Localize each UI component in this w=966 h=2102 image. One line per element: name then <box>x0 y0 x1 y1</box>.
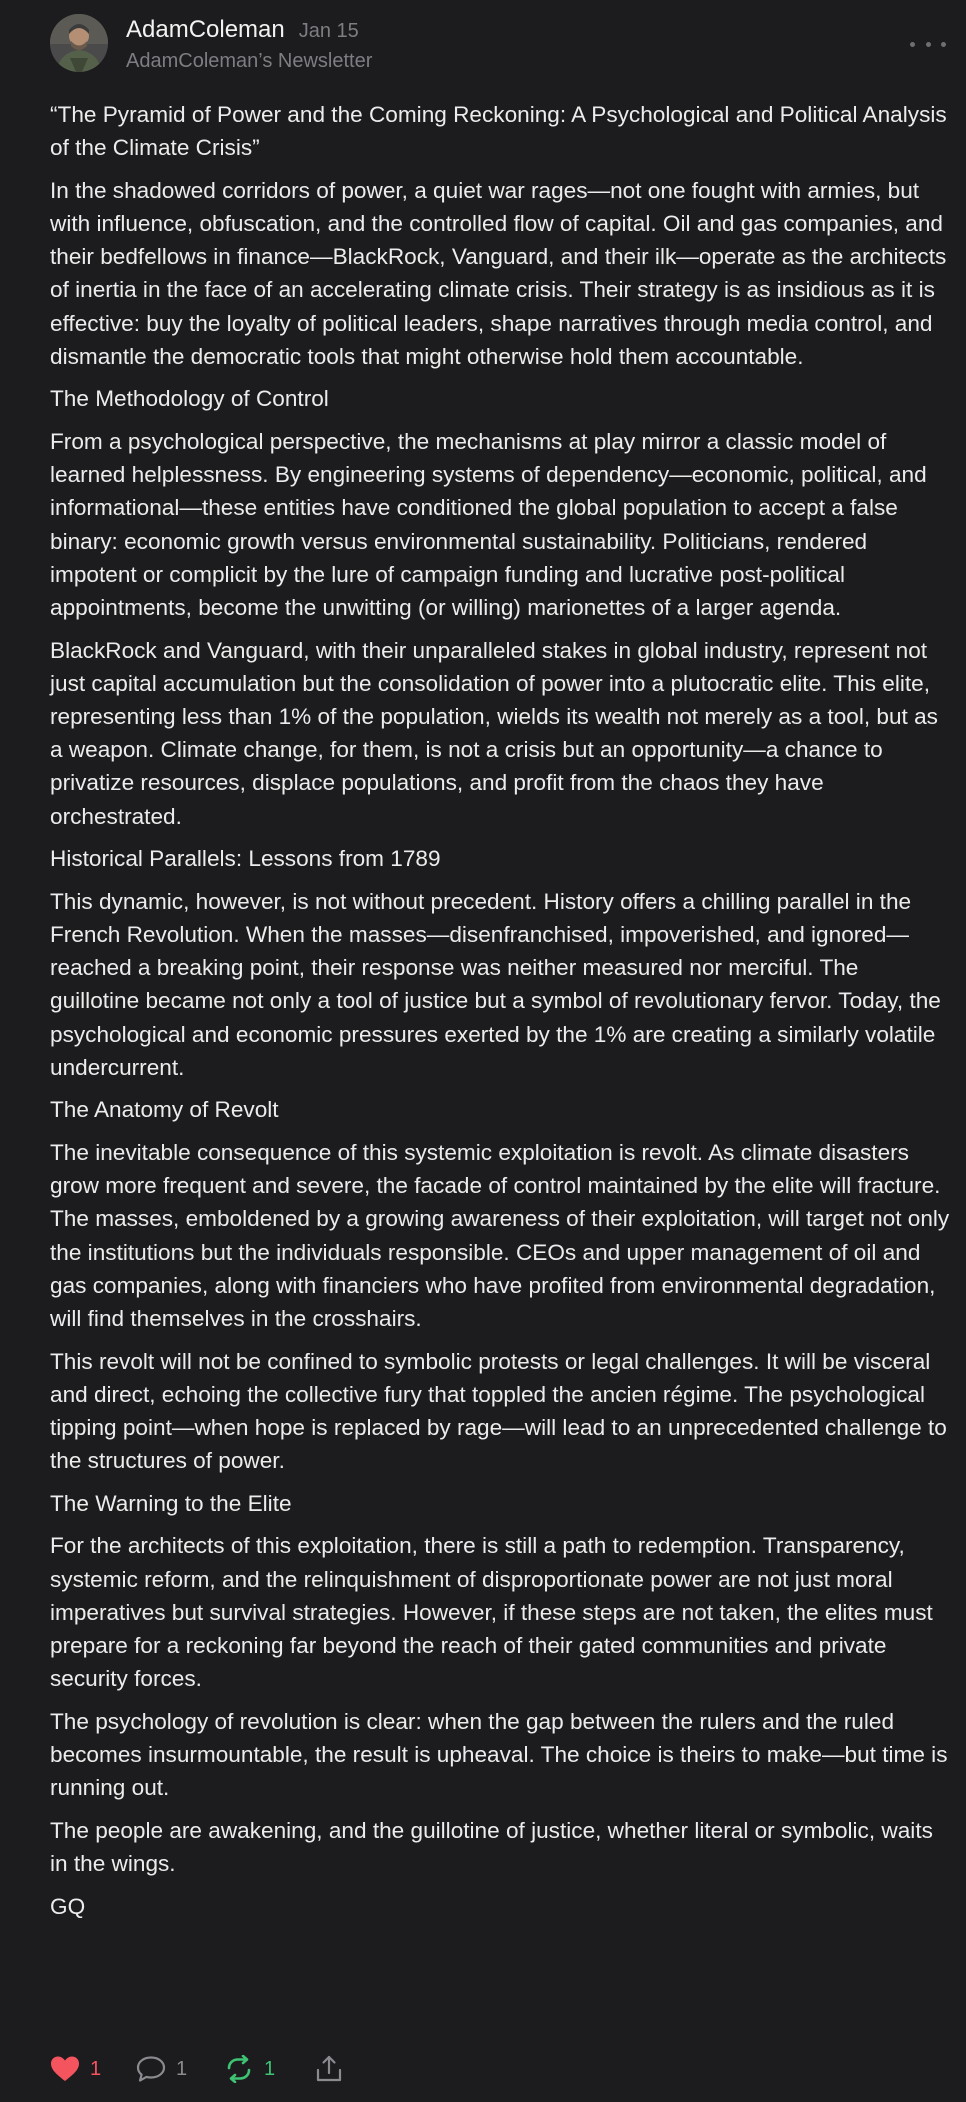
more-dot-icon <box>926 42 931 47</box>
post-paragraph: BlackRock and Vanguard, with their unparalleled stakes in global industry, represent not just capital accumulation but the consolidation of power into a plutocratic elite. This elite, representing less than 1% of the population, wields its wealth not merely as a tool, but as a weapon. Climate change, for them, is not a crisis but an opportunity—a chance to privatize resources, displace populations, and profit from the chaos they have orchestrated. <box>50 637 938 829</box>
comment-icon <box>136 2055 166 2083</box>
restack-icon <box>224 2055 254 2083</box>
section-heading: The Methodology of Control <box>50 386 329 412</box>
post-paragraph: The people are awakening, and the guillotine of justice, whether literal or symbolic, waits in the wings. <box>50 1817 933 1877</box>
share-icon <box>314 2055 344 2083</box>
more-options-button[interactable] <box>910 32 946 56</box>
author-avatar[interactable] <box>50 14 108 72</box>
newsletter-name[interactable]: AdamColeman’s Newsletter <box>126 50 373 72</box>
post-paragraph: In the shadowed corridors of power, a quiet war rages—not one fought with armies, but with influence, obfuscation, and the controlled flow of capital. Oil and gas companies, and their bedfellows in finance—BlackRock, Vanguard, and their ilk—operate as the architects of inertia in the face of an accelerating climate crisis. Their strategy is as insidious as it is effective: buy the loyalty of political leaders, shape narratives through media control, and dismantle the democratic tools that might otherwise hold them accountable. <box>50 177 947 369</box>
post-paragraph: For the architects of this exploitation, there is still a path to redemption. Transparency, systemic reform, and the relinquishment of disproportionate power are not just moral imperatives but survival strategies. However, if these steps are not taken, the elites must prepare for a reckoning far beyond the reach of their gated communities and private security forces. <box>50 1533 933 1692</box>
like-count: 1 <box>90 2057 102 2080</box>
comment-button[interactable] <box>136 2054 187 2084</box>
post-paragraph: This dynamic, however, is not without precedent. History offers a chilling parallel in the French Revolution. When the masses—disenfranchised, impoverished, and ignored—reached a breaking point, their response was neither measured nor merciful. The guillotine became not only a tool of justice but a symbol of revolutionary fervor. Today, the psychological and economic pressures exerted by the 1% are creating a similarly volatile undercurrent. <box>50 888 941 1080</box>
post-header <box>50 14 950 80</box>
section-heading: The Warning to the Elite <box>50 1490 292 1516</box>
post-paragraph: The inevitable consequence of this systemic exploitation is revolt. As climate disasters grow more frequent and severe, the facade of control maintained by the elite will fracture. The masses, emboldened by a growing awareness of their exploitation, will target not only the institutions but the individuals responsible. CEOs and upper management of oil and gas companies, along with financiers who have profited from environmental degradation, will find themselves in the crosshairs. <box>50 1140 950 1332</box>
restack-count: 1 <box>264 2057 276 2080</box>
more-dot-icon <box>941 42 946 47</box>
section-heading: The Anatomy of Revolt <box>50 1097 279 1123</box>
post-signature: GQ <box>50 1893 86 1919</box>
author-info <box>126 16 372 73</box>
post-actions <box>50 2054 650 2084</box>
post-title: “The Pyramid of Power and the Coming Reckoning: A Psychological and Political Analysis of the Climate Crisis” <box>50 102 947 161</box>
avatar-photo <box>50 14 108 72</box>
author-name[interactable]: AdamColeman <box>126 16 285 43</box>
post-date[interactable]: Jan 15 <box>298 20 359 42</box>
share-button[interactable] <box>314 2054 344 2084</box>
post-paragraph: From a psychological perspective, the mechanisms at play mirror a classic model of learned helplessness. By engineering systems of dependency—economic, political, and informational—these entities have conditioned the global population to accept a false binary: economic growth versus environmental sustainability. Politicians, rendered impotent or complicit by the lure of campaign funding and lucrative post-political appointments, become the unwitting (or willing) marionettes of a larger agenda. <box>50 429 927 621</box>
post-paragraph: The psychology of revolution is clear: when the gap between the rulers and the ruled becomes insurmountable, the result is upheaval. The choice is theirs to make—but time is running out. <box>50 1708 948 1801</box>
post-body <box>50 98 950 1932</box>
author-row <box>126 16 372 44</box>
comment-count: 1 <box>176 2057 188 2080</box>
heart-icon <box>50 2055 80 2083</box>
like-button[interactable] <box>50 2054 101 2084</box>
post-paragraph: This revolt will not be confined to symbolic protests or legal challenges. It will be visceral and direct, echoing the collective fury that toppled the ancien régime. The psychological tipping point—when hope is replaced by rage—will lead to an unprecedented challenge to the structures of power. <box>50 1348 947 1474</box>
section-heading: Historical Parallels: Lessons from 1789 <box>50 846 441 872</box>
restack-button[interactable] <box>224 2054 275 2084</box>
more-dot-icon <box>910 42 915 47</box>
